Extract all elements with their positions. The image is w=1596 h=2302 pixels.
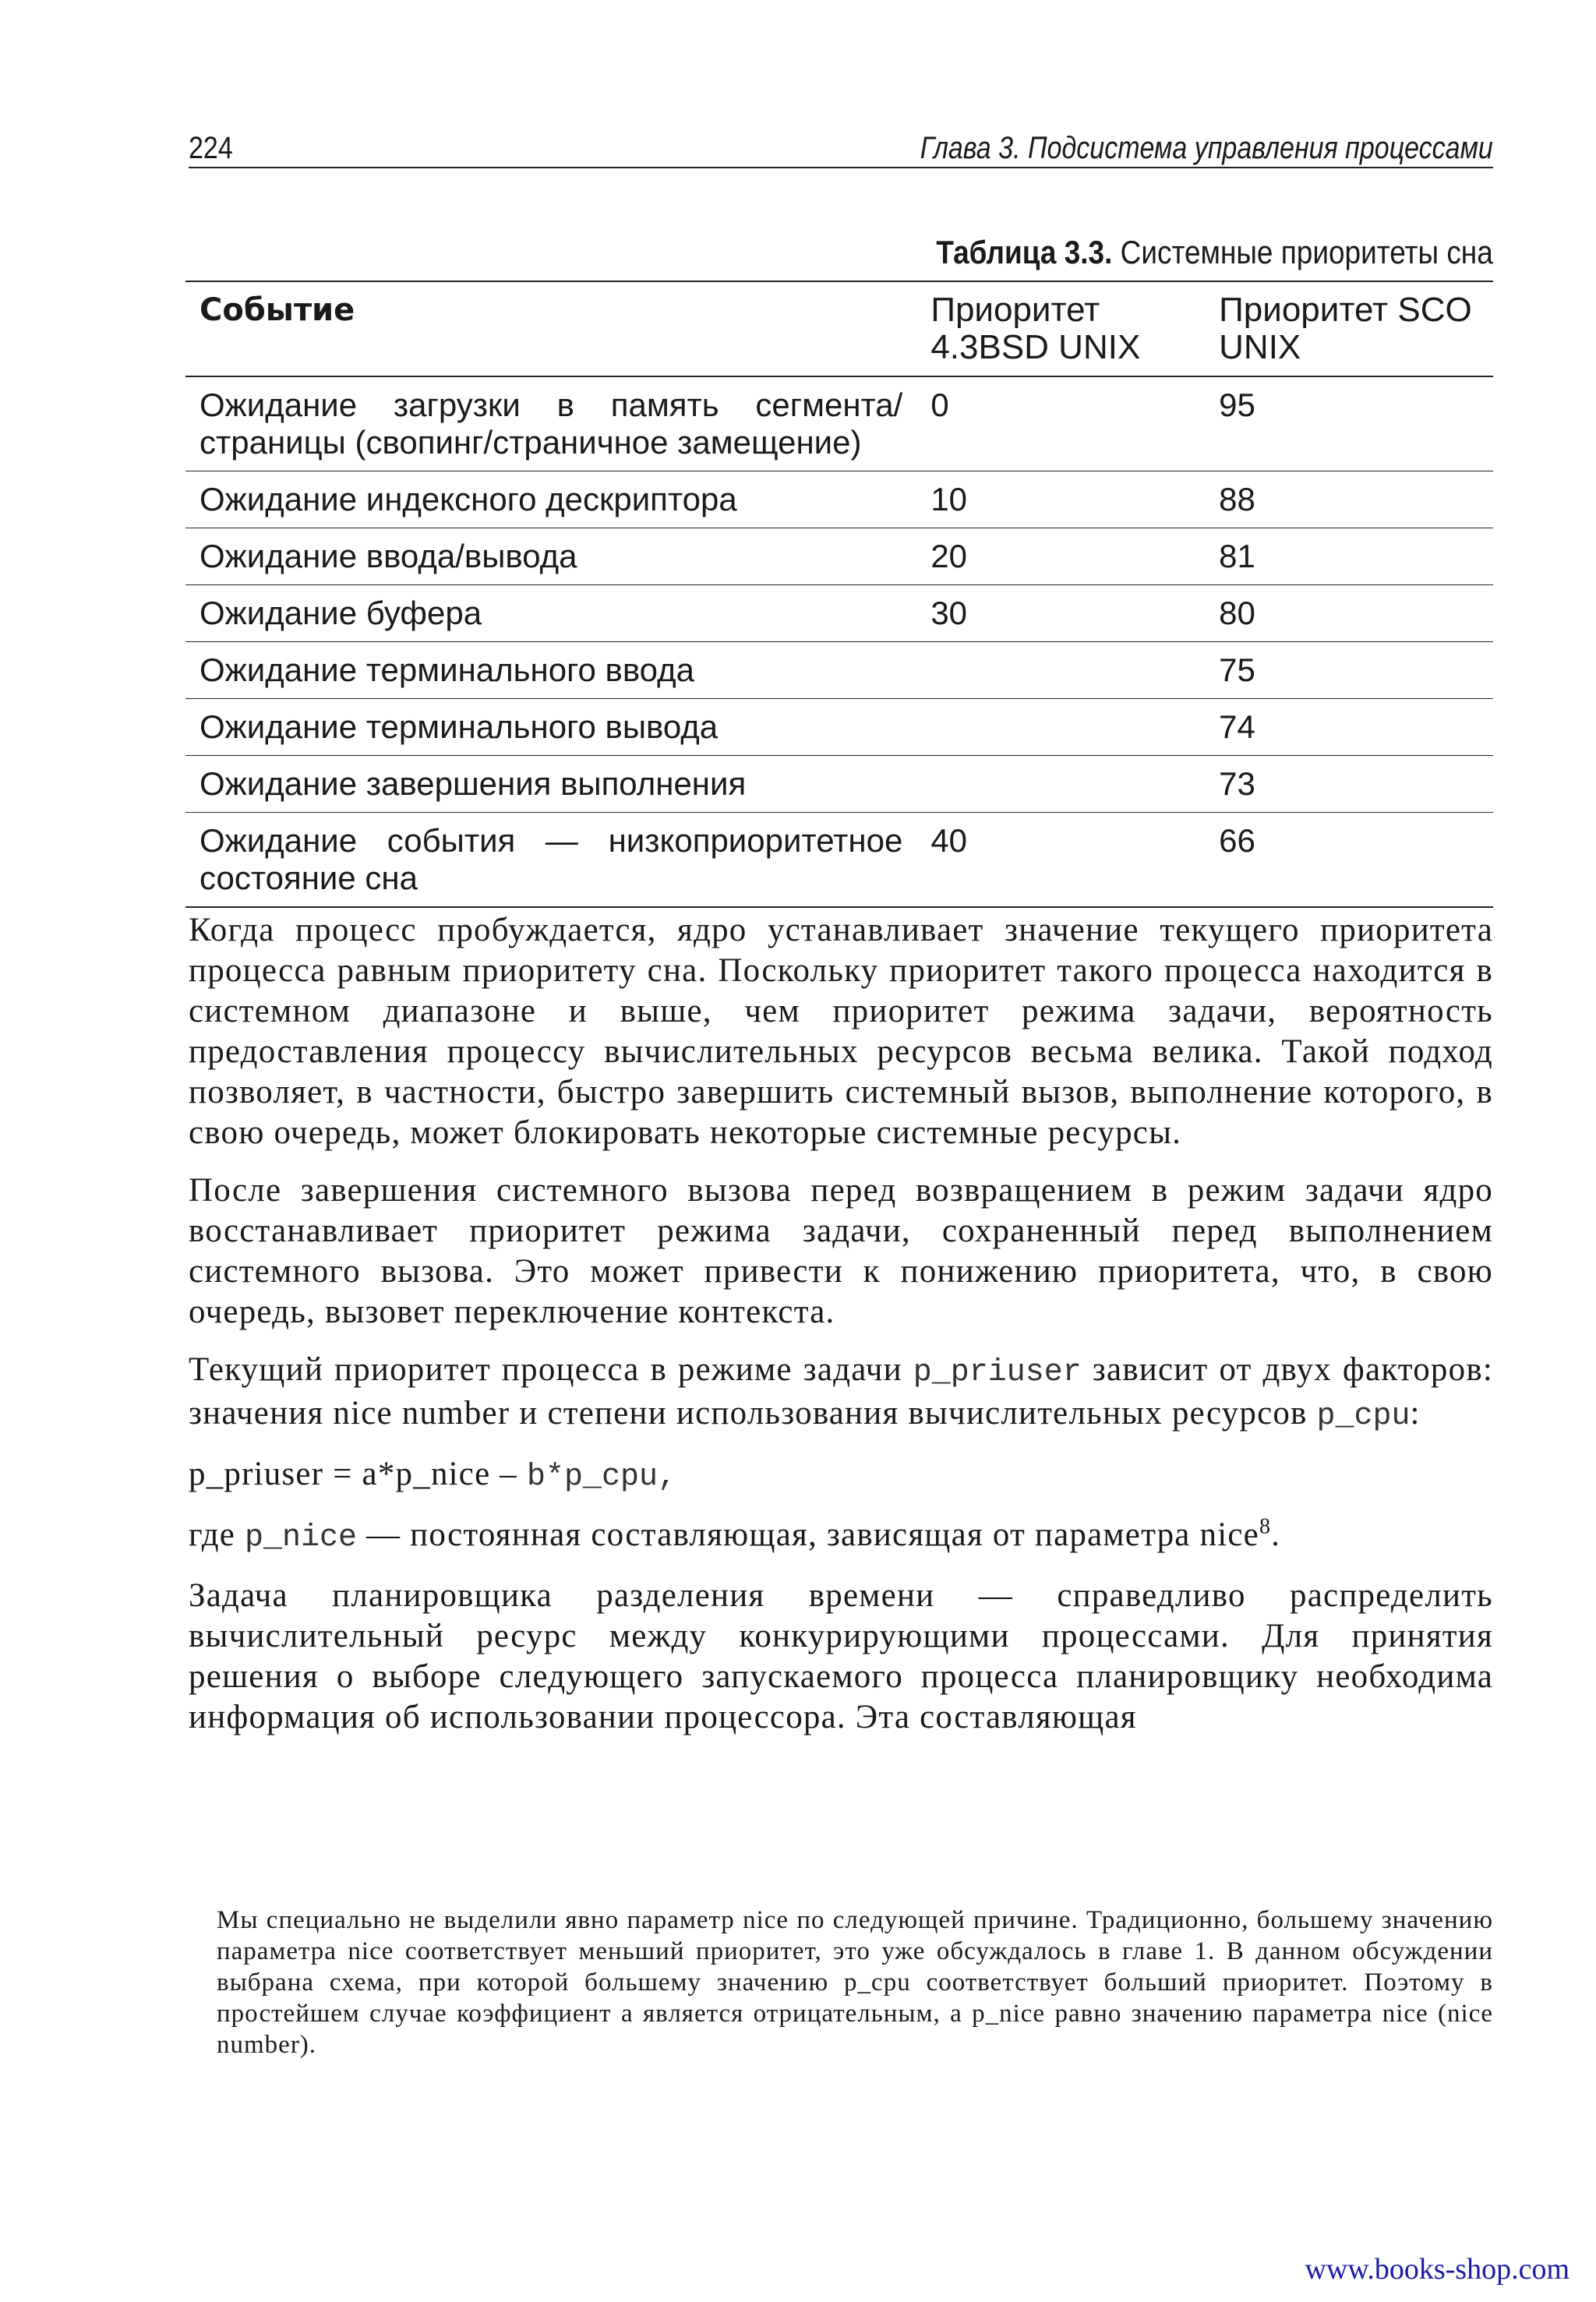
bsd-priority-cell: 30 — [930, 595, 968, 631]
table-row — [185, 813, 1493, 908]
table-caption — [937, 234, 1493, 271]
table-row — [185, 756, 1493, 813]
event-cell: Ожидание события — низкоприоритетное состояние сна — [200, 822, 903, 896]
column-header-event: Событие — [200, 292, 355, 328]
sco-priority-cell: 75 — [1219, 651, 1255, 688]
event-cell: Ожидание завершения выполнения — [200, 765, 747, 802]
bsd-priority-cell — [916, 699, 1205, 756]
event-cell: Ожидание индексного дескриптора — [200, 481, 737, 517]
event-cell: Ожидание ввода/вывода — [200, 538, 577, 574]
table-row — [185, 528, 1493, 585]
table-row — [185, 699, 1493, 756]
sco-priority-cell: 95 — [1219, 387, 1255, 423]
text-run: Текущий приоритет процесса в режиме задачи — [189, 1351, 902, 1388]
bsd-priority-cell — [916, 642, 1205, 699]
running-title: Глава 3. Подсистема управления процессами — [920, 131, 1493, 165]
footnote-marker: 8 — [1259, 1514, 1272, 1539]
column-header-sco: Приоритет SCO UNIX — [1219, 291, 1472, 366]
sco-priority-cell: 66 — [1219, 822, 1255, 859]
table-row — [185, 585, 1493, 642]
paragraph — [189, 1515, 1493, 1559]
event-cell: Ожидание терминального ввода — [200, 651, 694, 688]
text-run: где — [189, 1516, 236, 1553]
formula-code: b*p_cpu, — [526, 1460, 676, 1495]
bsd-priority-cell: 20 — [930, 538, 968, 574]
event-cell: Ожидание загрузки в память сегмента/страницы (свопинг/страничное замещение) — [200, 387, 903, 461]
bsd-priority-cell: 10 — [930, 481, 968, 517]
bsd-priority-cell — [916, 756, 1205, 813]
text-run: — постоянная составляющая, зависящая от параметра nice — [366, 1516, 1259, 1553]
paragraph: Когда процесс пробуждается, ядро устанавливает значение текущего приоритета процесса равным приоритету сна. Поскольку приоритет такого процесса находится в системном диапазоне и выше, чем приоритет режима задачи, вероятность предоставления процессу вычислительных ресурсов весьма велика. Такой подход позволяет, в частности, быстро завершить системный вызов, выполнение которого, в свою очередь, может блокировать некоторые системные ресурсы. — [189, 912, 1493, 1151]
sco-priority-cell: 81 — [1219, 538, 1255, 574]
code-p-nice: p_nice — [245, 1520, 358, 1555]
page-number: 224 — [189, 131, 233, 165]
text-run: . — [1271, 1516, 1281, 1553]
formula — [189, 1454, 1493, 1498]
text-run: зависит от двух факторов: значения nice number и степени использования вычислительных ресурсов — [189, 1351, 1493, 1432]
table-row — [185, 471, 1493, 528]
sco-priority-cell: 74 — [1219, 708, 1255, 745]
sleep-priority-table — [185, 281, 1493, 908]
bsd-priority-cell: 0 — [930, 387, 949, 423]
paragraph — [189, 1350, 1493, 1437]
footnote: Мы специально не выделили явно параметр nice по следующей причине. Традиционно, большему значению параметра nice соответствует меньший приоритет, это уже обсуждалось в главе 1. В данном обсуждении выбрана схема, при которой большему значению p_cpu соответствует больший приоритет. Поэтому в простейшем случае коэффициент a является отрицательным, а p_nice равно значению параметра nice (nice number). — [217, 1906, 1493, 2059]
paragraph: Задача планировщика разделения времени — справедливо распределить вычислительный ресурс между конкурирующими процессами. Для принятия решения о выборе следующего запускаемого процесса планировщику необходима информация об использовании процессора. Эта составляющая — [189, 1577, 1493, 1735]
bsd-priority-cell: 40 — [930, 822, 968, 859]
paragraph: После завершения системного вызова перед возвращением в режим задачи ядро восстанавливает приоритет режима задачи, сохраненный перед выполнением системного вызова. Это может привести к понижению приоритета, что, в свою очередь, вызовет переключение контекста. — [189, 1172, 1493, 1330]
sco-priority-cell: 88 — [1219, 481, 1255, 517]
body-text — [189, 910, 1493, 1755]
event-cell: Ожидание буфера — [200, 595, 482, 631]
column-header-bsd: Приоритет 4.3BSD UNIX — [930, 291, 1141, 366]
sco-priority-cell: 73 — [1219, 765, 1255, 802]
table-row — [185, 376, 1493, 471]
table-header-row — [185, 281, 1493, 376]
running-header — [189, 131, 1493, 168]
watermark-link[interactable]: www.books-shop.com — [1305, 2253, 1570, 2286]
table-caption-label: Таблица 3.3. — [936, 234, 1113, 270]
formula-text: p_priuser = a*p_nice – — [189, 1456, 518, 1492]
event-cell: Ожидание терминального вывода — [200, 708, 719, 745]
table-caption-text: Системные приоритеты сна — [1120, 234, 1493, 270]
text-run: : — [1410, 1395, 1421, 1432]
code-p-priuser: p_priuser — [913, 1355, 1082, 1390]
sco-priority-cell: 80 — [1219, 595, 1255, 631]
code-p-cpu: p_cpu — [1316, 1399, 1411, 1434]
table-row — [185, 642, 1493, 699]
